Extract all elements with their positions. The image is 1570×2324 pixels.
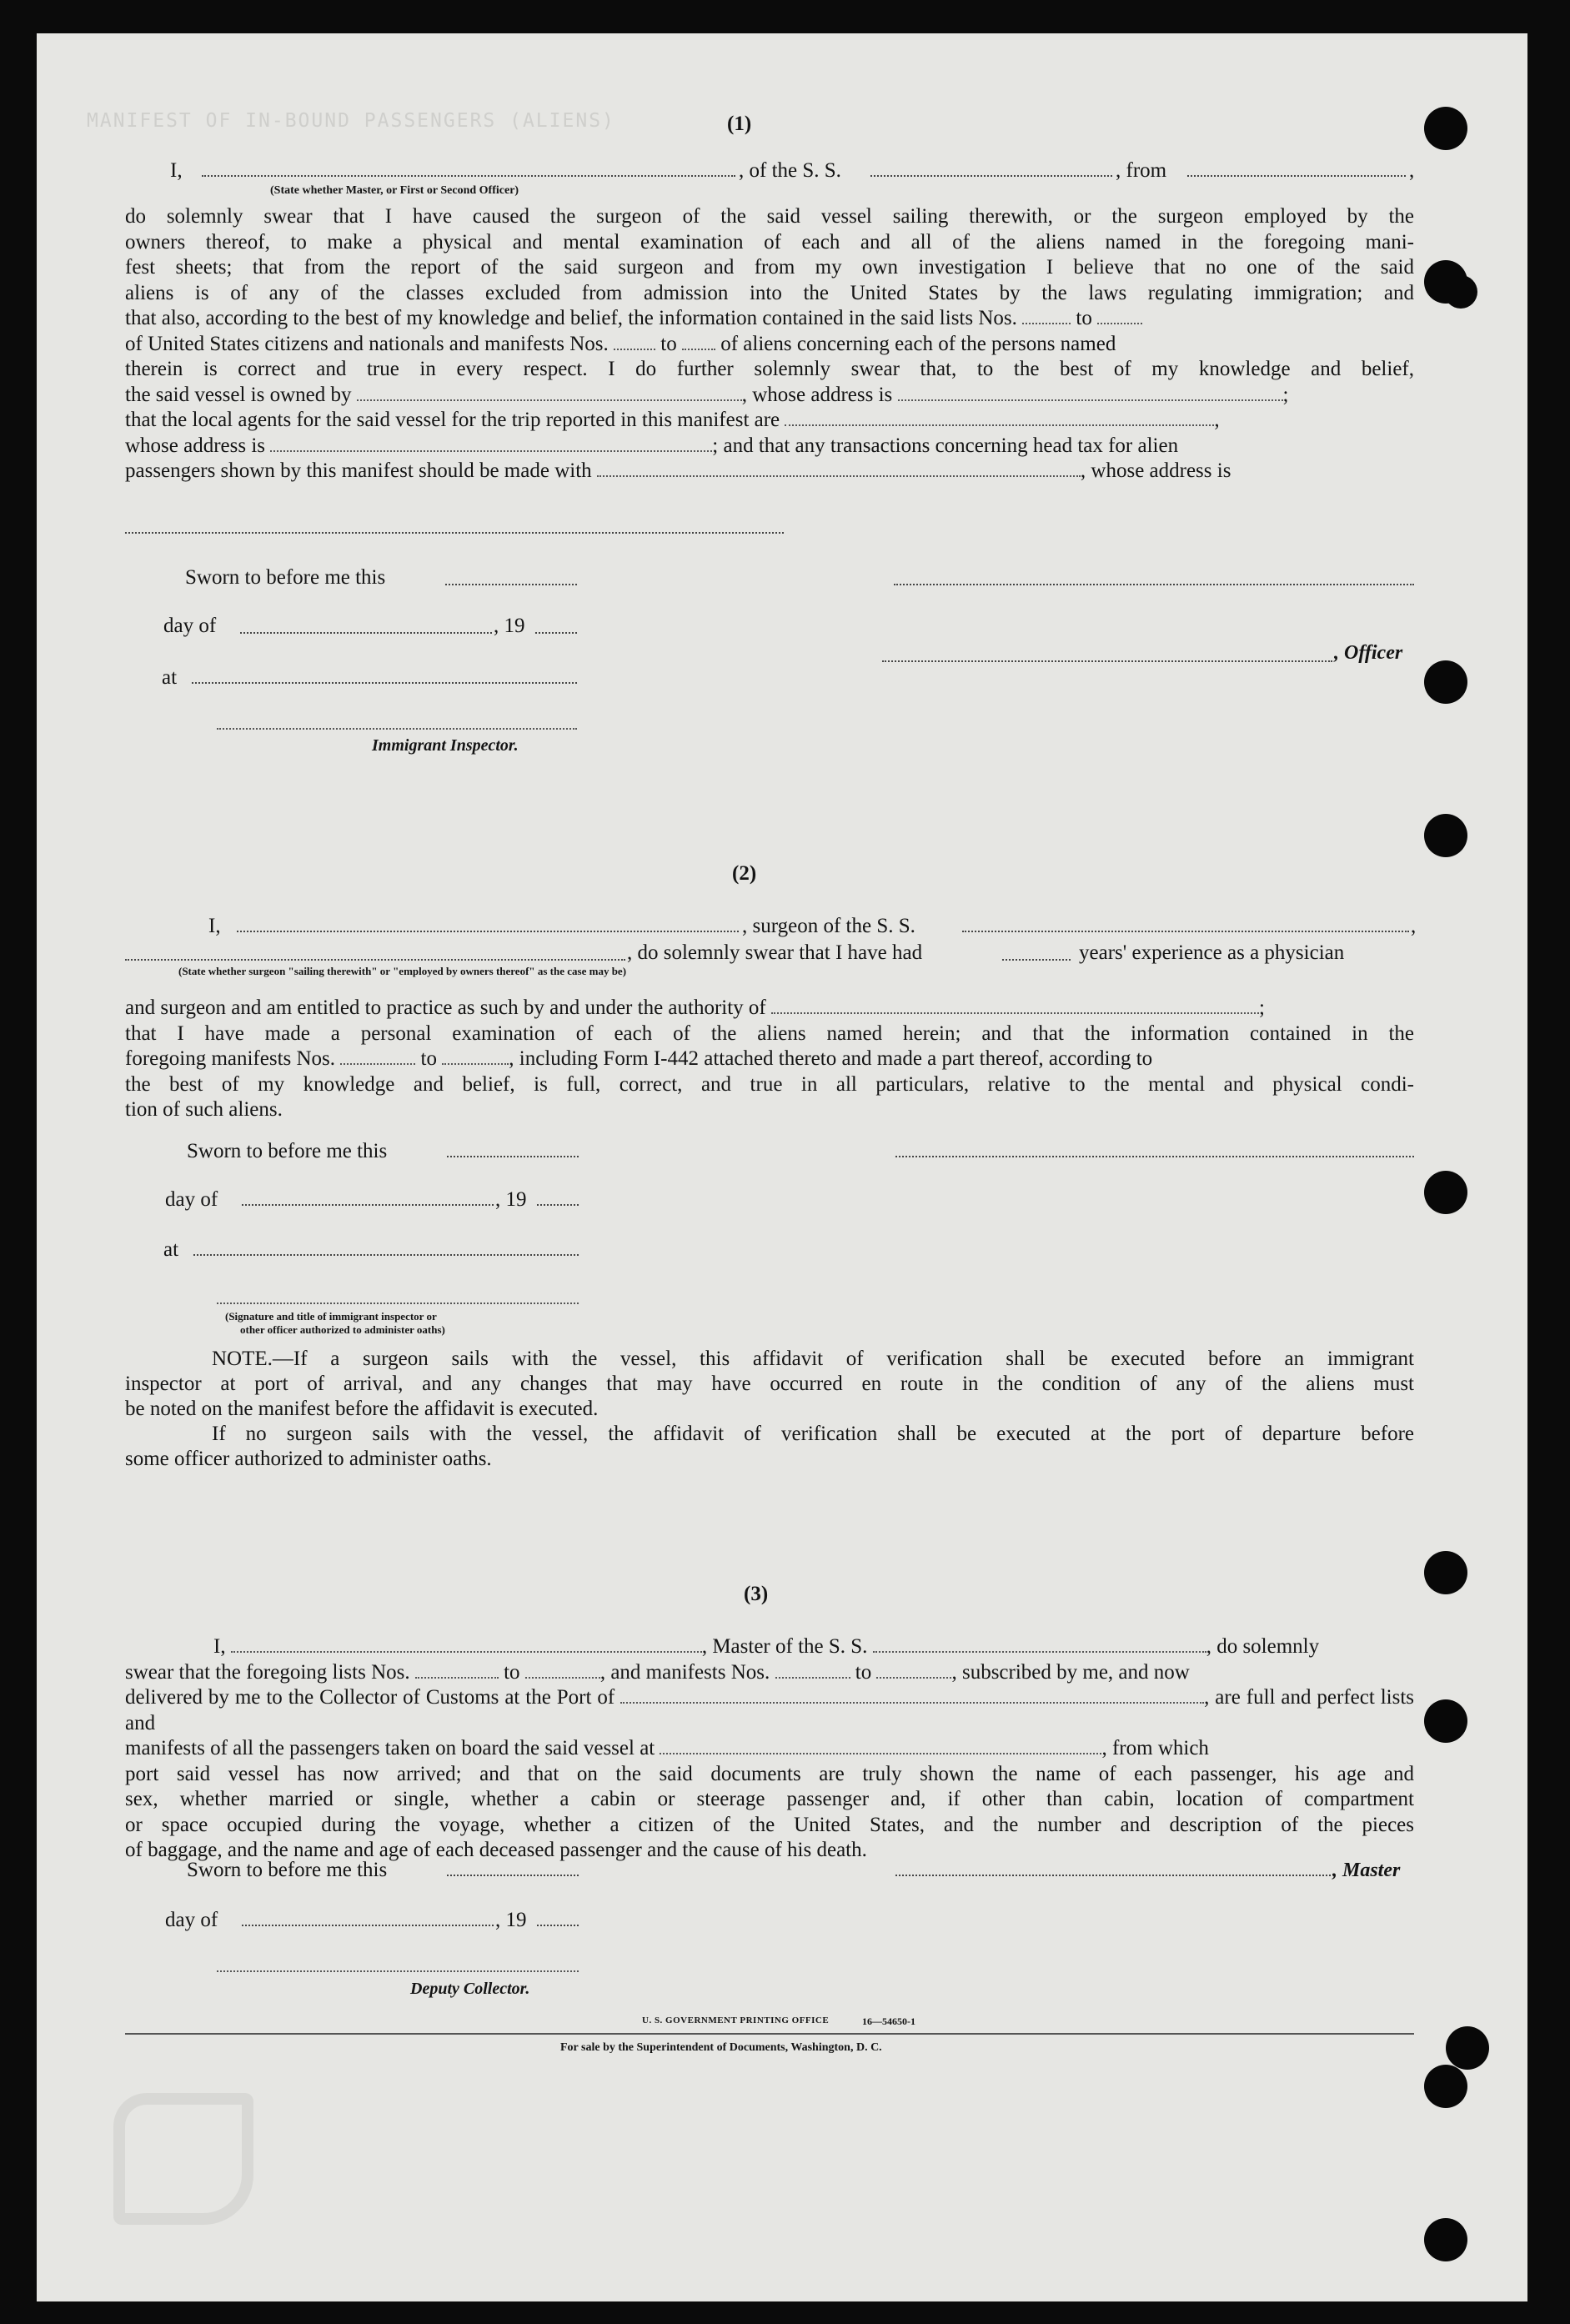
head-tax-address-field[interactable] <box>125 532 784 534</box>
note-block <box>125 1347 1414 1472</box>
oath-line-manifests: of United States citizens and nationals and manifests Nos. to of aliens concerning each of the persons named <box>125 332 1116 355</box>
year-field-3[interactable] <box>537 1925 579 1926</box>
for-sale-label: For sale by the Superintendent of Documents, Washington, D. C. <box>560 2041 882 2054</box>
oath-line: therein is correct and true in every respect. I do further solemnly swear that, to the best of my knowledge and belief, <box>125 358 1414 380</box>
faded-stamp <box>113 2093 253 2225</box>
form-code: 16—54650-1 <box>862 2015 915 2027</box>
punch-hole <box>1424 2218 1467 2261</box>
head-tax-party-field[interactable] <box>597 459 1081 477</box>
oath-line: of baggage, and the name and age of each deceased passenger and the cause of his death. <box>125 1839 867 1861</box>
list-no-to-field[interactable] <box>1097 306 1142 324</box>
punch-hole <box>1424 814 1467 857</box>
footer-rule <box>125 2033 1414 2035</box>
lists-line: swear that the foregoing lists Nos. to , and manifests Nos. to , subscribed by me, and now <box>125 1660 1190 1684</box>
note-line: be noted on the manifest before the affidavit is executed. <box>125 1398 599 1420</box>
officer-signature-field[interactable] <box>894 584 1414 585</box>
solemnly-swear-label: , do solemnly swear that I have had <box>627 941 923 964</box>
at-place-field-2[interactable] <box>193 1254 579 1256</box>
year-field-1[interactable] <box>535 632 577 634</box>
vessel-name-field[interactable] <box>870 175 1112 177</box>
agents-line: that the local agents for the said vessel for the trip reported in this manifest are , <box>125 409 1220 431</box>
deputy-collector-signature-line[interactable] <box>217 1970 579 1972</box>
officer-label: , Officer <box>1334 642 1403 664</box>
punch-hole <box>1444 275 1477 309</box>
punch-hole <box>1424 660 1467 704</box>
year-label-1: , 19 <box>494 615 525 637</box>
section3-oath-text <box>125 1634 1414 1864</box>
section-number-3: (3) <box>744 1583 769 1605</box>
day-of-label-2: day of <box>165 1188 218 1211</box>
signature-title-label-2: other officer authorized to administer oaths) <box>240 1323 445 1336</box>
surgeon-signature-field[interactable] <box>895 1156 1414 1157</box>
sworn-day-field-2[interactable] <box>447 1156 579 1157</box>
departure-port-field[interactable] <box>1187 175 1406 177</box>
section-number-2: (2) <box>732 862 757 885</box>
owner-field[interactable] <box>357 383 742 401</box>
master-manifest-to-field[interactable] <box>876 1660 951 1679</box>
at-label-1: at <box>162 666 178 689</box>
agents-address-line: whose address is ; and that any transactions concerning head tax for alien <box>125 434 1179 457</box>
oath-line: that I have made a personal examination of each of the aliens named herein; and that the information contained in the <box>125 1021 1414 1045</box>
master-manifest-from-field[interactable] <box>775 1660 850 1679</box>
master-vessel-field[interactable] <box>873 1634 1206 1653</box>
section-number-1: (1) <box>727 113 752 135</box>
master-label: , Master <box>1332 1860 1401 1881</box>
immigrant-inspector-label: Immigrant Inspector. <box>372 736 519 755</box>
section1-oath-text <box>125 204 1414 484</box>
punch-hole <box>1424 1171 1467 1214</box>
year-label-2: , 19 <box>495 1188 527 1211</box>
authority-field[interactable] <box>771 996 1259 1014</box>
oath-line: owners thereof, to make a physical and mental examination of each and all of the aliens named in the foregoing mani- <box>125 230 1414 253</box>
punch-hole <box>1424 1699 1467 1743</box>
sworn-label-3: Sworn to before me this <box>187 1859 388 1881</box>
master-line: I, , Master of the S. S. , do solemnly <box>213 1635 1320 1658</box>
local-agents-field[interactable] <box>785 408 1214 426</box>
taken-aboard-line: manifests of all the passengers taken on board the said vessel at , from which <box>125 1737 1209 1759</box>
oath-line-nos: that also, according to the best of my knowledge and belief, the information contained in the said lists Nos. to <box>125 306 1414 332</box>
section2-oath-text <box>125 996 1414 1123</box>
owner-address-field[interactable] <box>898 383 1283 401</box>
oath-line: or space occupied during the voyage, whether a citizen of the United States, and the number and description of the pieces <box>125 1813 1414 1836</box>
sworn-day-field-3[interactable] <box>447 1875 579 1876</box>
head-tax-line: passengers shown by this manifest should be made with , whose address is <box>125 459 1231 482</box>
punch-hole <box>1424 107 1467 150</box>
oath-line: do solemnly swear that I have caused the surgeon of the said vessel sailing therewith, or the surgeon employed by the <box>125 205 1414 228</box>
sworn-day-field-1[interactable] <box>445 584 577 585</box>
master-name-field[interactable] <box>231 1634 702 1653</box>
deputy-collector-label: Deputy Collector. <box>410 1980 530 1998</box>
collector-line: delivered by me to the Collector of Customs at the Port of , are full and perfect lists and <box>125 1686 1415 1734</box>
surgeon-name-field[interactable] <box>237 931 739 932</box>
punch-hole <box>1446 2026 1489 2070</box>
surgeon-of-ss-label: , surgeon of the S. S. <box>742 915 915 937</box>
manifest-page <box>37 33 1527 2301</box>
surgeon-vessel-field[interactable] <box>962 931 1409 932</box>
at-place-field-1[interactable] <box>192 682 577 684</box>
manifest-no-from-field[interactable] <box>614 332 655 350</box>
at-label-2: at <box>163 1238 179 1261</box>
oath-line: port said vessel has now arrived; and that on the said documents are truly shown the name of each passenger, his age and <box>125 1762 1414 1785</box>
signature-title-label-1: (Signature and title of immigrant inspector or <box>225 1310 437 1323</box>
port-of-arrival-field[interactable] <box>620 1685 1204 1704</box>
comma: , <box>1411 915 1417 937</box>
punch-hole <box>1424 1551 1467 1594</box>
oath-line: aliens is of any of the classes excluded from admission into the United States by the laws regulating immigration; and <box>125 281 1414 304</box>
of-ss-label: , of the S. S. <box>739 159 841 182</box>
master-list-from-field[interactable] <box>415 1660 499 1679</box>
section2-i: I, <box>208 915 221 937</box>
years-experience-field[interactable] <box>1002 959 1071 961</box>
sworn-label-1: Sworn to before me this <box>185 566 386 589</box>
punch-hole <box>1424 2065 1467 2108</box>
manifest-no-to-field[interactable] <box>682 332 715 350</box>
month-field-1[interactable] <box>240 632 492 634</box>
authority-line: and surgeon and am entitled to practice as such by and under the authority of ; <box>125 996 1265 1019</box>
inspector-signature-line-2[interactable] <box>217 1303 579 1304</box>
agents-address-field[interactable] <box>270 434 712 452</box>
officer-title-field[interactable] <box>882 660 1332 662</box>
years-experience-label: years' experience as a physician <box>1079 941 1345 964</box>
surgeon-manifest-to-field[interactable] <box>442 1047 509 1065</box>
master-list-to-field[interactable] <box>525 1660 600 1679</box>
note-line: some officer authorized to administer oaths. <box>125 1448 492 1470</box>
faded-header-text: MANIFEST OF IN-BOUND PASSENGERS (ALIENS) <box>87 110 615 132</box>
oath-line: sex, whether married or single, whether a cabin or steerage passenger and, if other than cabin, location of compartment <box>125 1788 1414 1810</box>
surgeon-type-field[interactable] <box>125 959 625 961</box>
embarkation-port-field[interactable] <box>660 1736 1101 1754</box>
section1-i: I, <box>170 159 183 182</box>
rank-sublabel: (State whether Master, or First or Second Officer) <box>270 184 519 197</box>
surgeon-manifest-from-field[interactable] <box>340 1047 415 1065</box>
master-signature-field[interactable] <box>895 1875 1331 1876</box>
inspector-signature-line[interactable] <box>217 728 577 730</box>
officer-rank-field[interactable] <box>202 175 735 177</box>
oath-line: tion of such aliens. <box>125 1098 283 1121</box>
year-field-2[interactable] <box>537 1204 579 1206</box>
foregoing-line: foregoing manifests Nos. to , including Form I-442 attached thereto and made a part thereof, according to <box>125 1047 1153 1070</box>
oath-line: fest sheets; that from the report of the said surgeon and from my own investigation I believe that no one of the said <box>125 256 1414 279</box>
note-line: If no surgeon sails with the vessel, the affidavit of verification shall be executed at the port of departure before <box>212 1423 1414 1445</box>
list-no-from-field[interactable] <box>1022 306 1071 324</box>
day-of-label-3: day of <box>165 1909 218 1931</box>
printing-office-label: U. S. GOVERNMENT PRINTING OFFICE <box>642 2015 830 2025</box>
year-label-3: , 19 <box>495 1909 527 1931</box>
from-label: , from <box>1116 159 1167 182</box>
sworn-label-2: Sworn to before me this <box>187 1140 388 1162</box>
day-of-label-1: day of <box>163 615 217 637</box>
note-line: inspector at port of arrival, and any changes that may have occurred en route in the condition of any of the aliens must <box>125 1373 1414 1395</box>
month-field-3[interactable] <box>242 1925 494 1926</box>
owner-line: the said vessel is owned by , whose address is ; <box>125 383 1289 406</box>
comma: , <box>1409 159 1415 182</box>
surgeon-type-sublabel: (State whether surgeon "sailing therewith" or "employed by owners thereof" as the case may be) <box>178 965 627 977</box>
month-field-2[interactable] <box>242 1204 494 1206</box>
oath-line: the best of my knowledge and belief, is full, correct, and true in all particulars, relative to the mental and physical condi- <box>125 1072 1414 1096</box>
note-line-1: NOTE.—If a surgeon sails with the vessel, this affidavit of verification shall be executed before an immigrant <box>212 1348 1414 1370</box>
